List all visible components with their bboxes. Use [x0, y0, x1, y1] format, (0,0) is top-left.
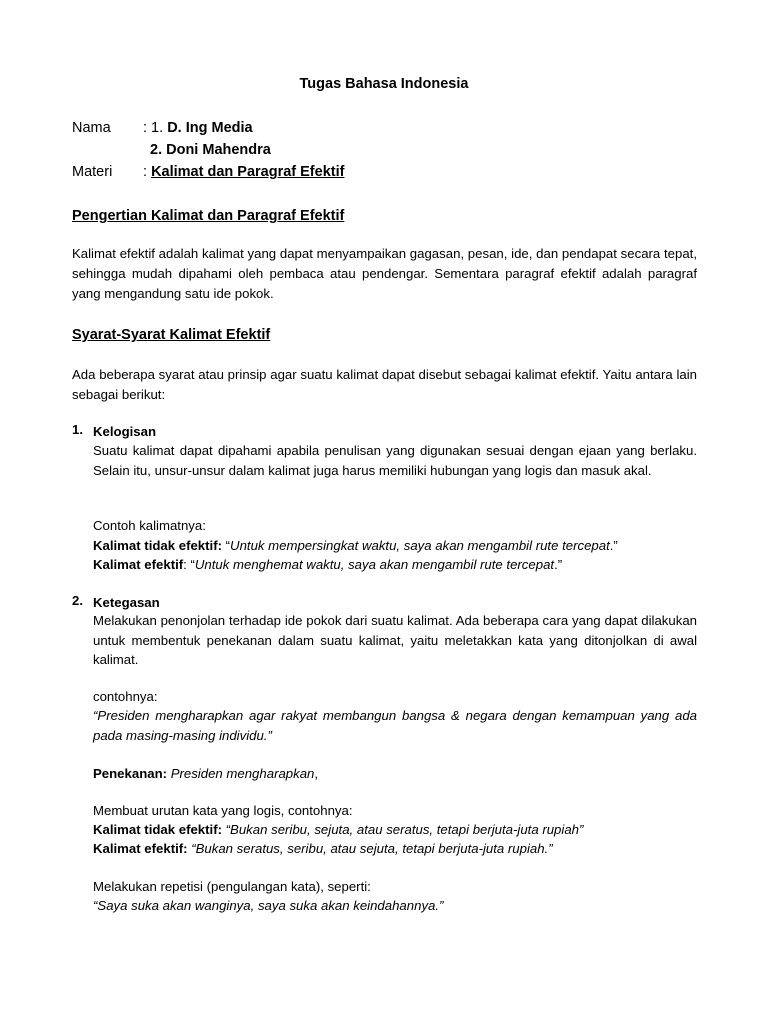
- example-tidak-efektif-1: Kalimat tidak efektif: “Untuk mempersingkat waktu, saya akan mengambil rute tercepat.”: [93, 538, 618, 553]
- materi-value: : Kalimat dan Paragraf Efektif: [143, 164, 345, 180]
- section-intro-syarat: Ada beberapa syarat atau prinsip agar suatu kalimat dapat disebut sebagai kalimat efektif. Yaitu antara lain sebagai berikut:: [72, 367, 697, 402]
- section-heading-syarat: Syarat-Syarat Kalimat Efektif: [72, 327, 271, 343]
- document-title: Tugas Bahasa Indonesia: [299, 76, 469, 92]
- urutan-label: Membuat urutan kata yang logis, contohnya:: [93, 803, 353, 818]
- contoh-label: Contoh kalimatnya:: [93, 518, 206, 533]
- nama-label: Nama: [72, 120, 111, 136]
- example-efektif-1: Kalimat efektif: “Untuk menghemat waktu, saya akan mengambil rute tercepat.”: [93, 557, 563, 572]
- penekanan-line: Penekanan: Presiden mengharapkan,: [93, 766, 319, 781]
- example-efektif-2: Kalimat efektif: “Bukan seratus, seribu, atau sejuta, tetapi berjuta-juta rupiah.”: [93, 841, 553, 856]
- section-heading-pengertian: Pengertian Kalimat dan Paragraf Efektif: [72, 208, 345, 224]
- materi-topic: Kalimat dan Paragraf Efektif: [151, 164, 345, 180]
- example-quote-presiden: “Presiden mengharapkan agar rakyat membangun bangsa & negara dengan kemampuan yang ada pada masing-masing individu.”: [93, 708, 697, 743]
- item-title-ketegasan: Ketegasan: [93, 595, 160, 610]
- name-1: D. Ing Media: [167, 120, 253, 136]
- item-body-ketegasan: Melakukan penonjolan terhadap ide pokok dari suatu kalimat. Ada beberapa cara yang dapat dilakukan untuk membentuk penekanan dalam suatu kalimat, yaitu meletakkan kata yang ditonjolkan di awal kalimat.: [93, 613, 697, 667]
- contohnya-label: contohnya:: [93, 689, 158, 704]
- example-tidak-efektif-2: Kalimat tidak efektif: “Bukan seribu, sejuta, atau seratus, tetapi berjuta-juta rupiah”: [93, 822, 584, 837]
- item-number-2: 2.: [72, 593, 83, 608]
- repetisi-label: Melakukan repetisi (pengulangan kata), seperti:: [93, 879, 371, 894]
- item-number-1: 1.: [72, 422, 83, 437]
- name-2: 2. Doni Mahendra: [150, 142, 271, 158]
- repetisi-quote: “Saya suka akan wanginya, saya suka akan keindahannya.”: [93, 898, 444, 913]
- nama-value: : 1. D. Ing Media: [143, 120, 253, 136]
- section-body-pengertian: Kalimat efektif adalah kalimat yang dapat menyampaikan gagasan, pesan, ide, dan pendapat secara tepat, sehingga mudah dipahami oleh pembaca atau pendengar. Sementara paragraf efektif adalah paragraf yang mengandung satu ide pokok.: [72, 246, 697, 301]
- materi-label: Materi: [72, 164, 113, 180]
- item-title-kelogisan: Kelogisan: [93, 424, 157, 439]
- item-body-kelogisan: Suatu kalimat dapat dipahami apabila penulisan yang digunakan sesuai dengan ejaan yang berlaku. Selain itu, unsur-unsur dalam kalimat juga harus memiliki hubungan yang logis dan masuk akal.: [93, 443, 697, 478]
